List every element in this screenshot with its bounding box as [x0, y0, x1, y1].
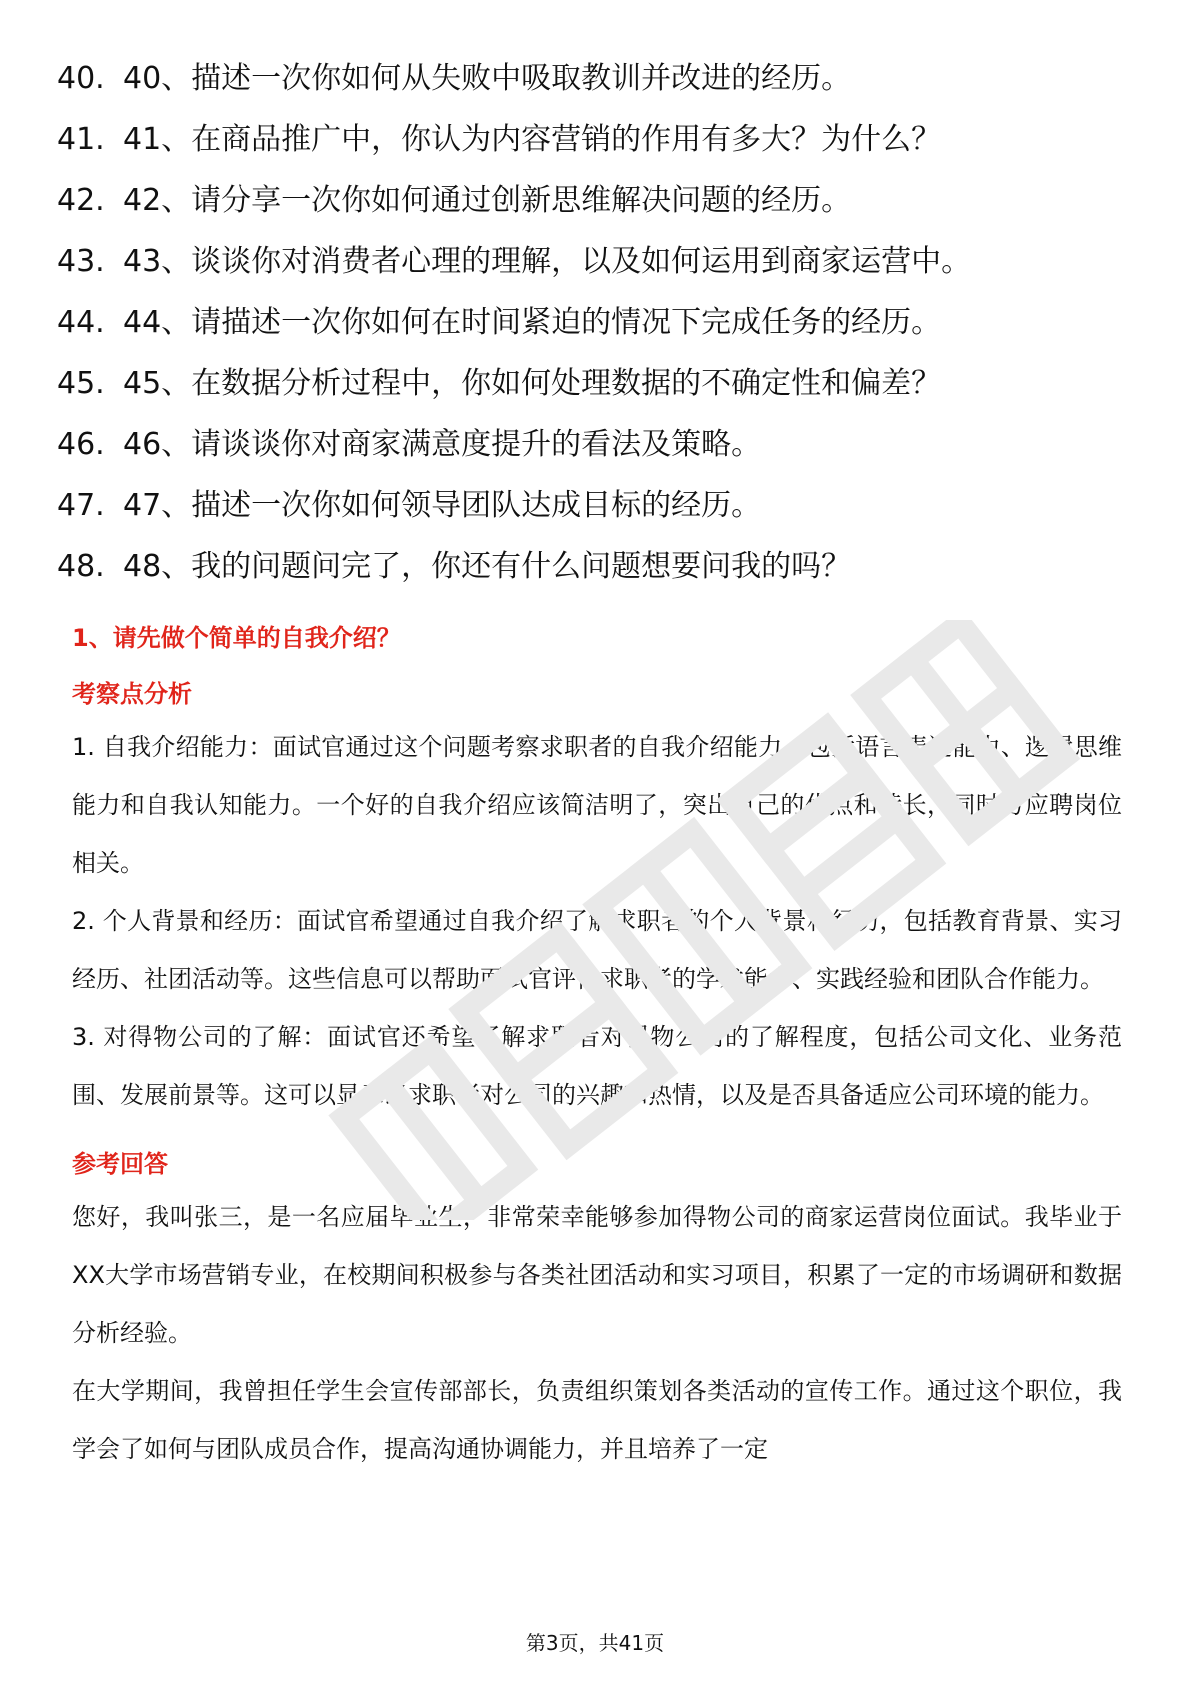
answer-paragraph: 在大学期间，我曾担任学生会宣传部部长，负责组织策划各类活动的宣传工作。通过这个职位，我学会了如何与团队成员合作，提高沟通协调能力，并且培养了一定: [72, 1377, 1122, 1463]
analysis-point: 1. 自我介绍能力：面试官通过这个问题考察求职者的自我介绍能力，包括语言表达能力、逻辑思维能力和自我认知能力。一个好的自我介绍应该简洁明了，突出自己的优点和特长，同时与应聘岗位相关。: [72, 733, 1122, 877]
analysis-heading: 考察点分析: [72, 680, 192, 708]
question-number: 47.: [57, 488, 105, 523]
question-item: [57, 353, 1147, 414]
question-number: 46.: [57, 427, 105, 462]
answer-heading: 参考回答: [72, 1150, 168, 1178]
question-section: [72, 618, 1122, 1478]
question-text: 46、请谈谈你对商家满意度提升的看法及策略。: [123, 427, 762, 462]
page-footer: 第3页，共41页: [525, 1631, 665, 1655]
question-text: 42、请分享一次你如何通过创新思维解决问题的经历。: [123, 183, 852, 218]
question-item: [57, 48, 1147, 109]
question-number: 48.: [57, 549, 105, 584]
question-text: 41、在商品推广中，你认为内容营销的作用有多大？为什么？: [123, 122, 942, 157]
question-item: [57, 536, 1147, 597]
question-item: [57, 109, 1147, 170]
question-text: 44、请描述一次你如何在时间紧迫的情况下完成任务的经历。: [123, 305, 942, 340]
question-text: 40、描述一次你如何从失败中吸取教训并改进的经历。: [123, 61, 852, 96]
question-number: 44.: [57, 305, 105, 340]
question-item: [57, 292, 1147, 353]
analysis-point: 3. 对得物公司的了解：面试官还希望了解求职者对得物公司的了解程度，包括公司文化、业务范围、发展前景等。这可以显示出求职者对公司的兴趣和热情，以及是否具备适应公司环境的能力。: [72, 1023, 1122, 1109]
question-text: 43、谈谈你对消费者心理的理解，以及如何运用到商家运营中。: [123, 244, 972, 279]
section-title: 1、请先做个简单的自我介绍？: [72, 624, 401, 652]
question-number: 41.: [57, 122, 105, 157]
question-item: [57, 231, 1147, 292]
question-text: 45、在数据分析过程中，你如何处理数据的不确定性和偏差？: [123, 366, 942, 401]
question-text: 48、我的问题问完了，你还有什么问题想要问我的吗？: [123, 549, 852, 584]
question-item: [57, 414, 1147, 475]
question-item: [57, 170, 1147, 231]
question-number: 42.: [57, 183, 105, 218]
question-list: [57, 48, 1147, 597]
analysis-point: 2. 个人背景和经历：面试官希望通过自我介绍了解求职者的个人背景和经历，包括教育背景、实习经历、社团活动等。这些信息可以帮助面试官评估求职者的学术能力、实践经验和团队合作能力。: [72, 907, 1122, 993]
question-number: 45.: [57, 366, 105, 401]
question-text: 47、描述一次你如何领导团队达成目标的经历。: [123, 488, 762, 523]
answer-paragraph: 您好，我叫张三，是一名应届毕业生，非常荣幸能够参加得物公司的商家运营岗位面试。我毕业于XX大学市场营销专业，在校期间积极参与各类社团活动和实习项目，积累了一定的市场调研和数据分析经验。: [72, 1203, 1122, 1347]
question-item: [57, 475, 1147, 536]
question-number: 43.: [57, 244, 105, 279]
question-number: 40.: [57, 61, 105, 96]
